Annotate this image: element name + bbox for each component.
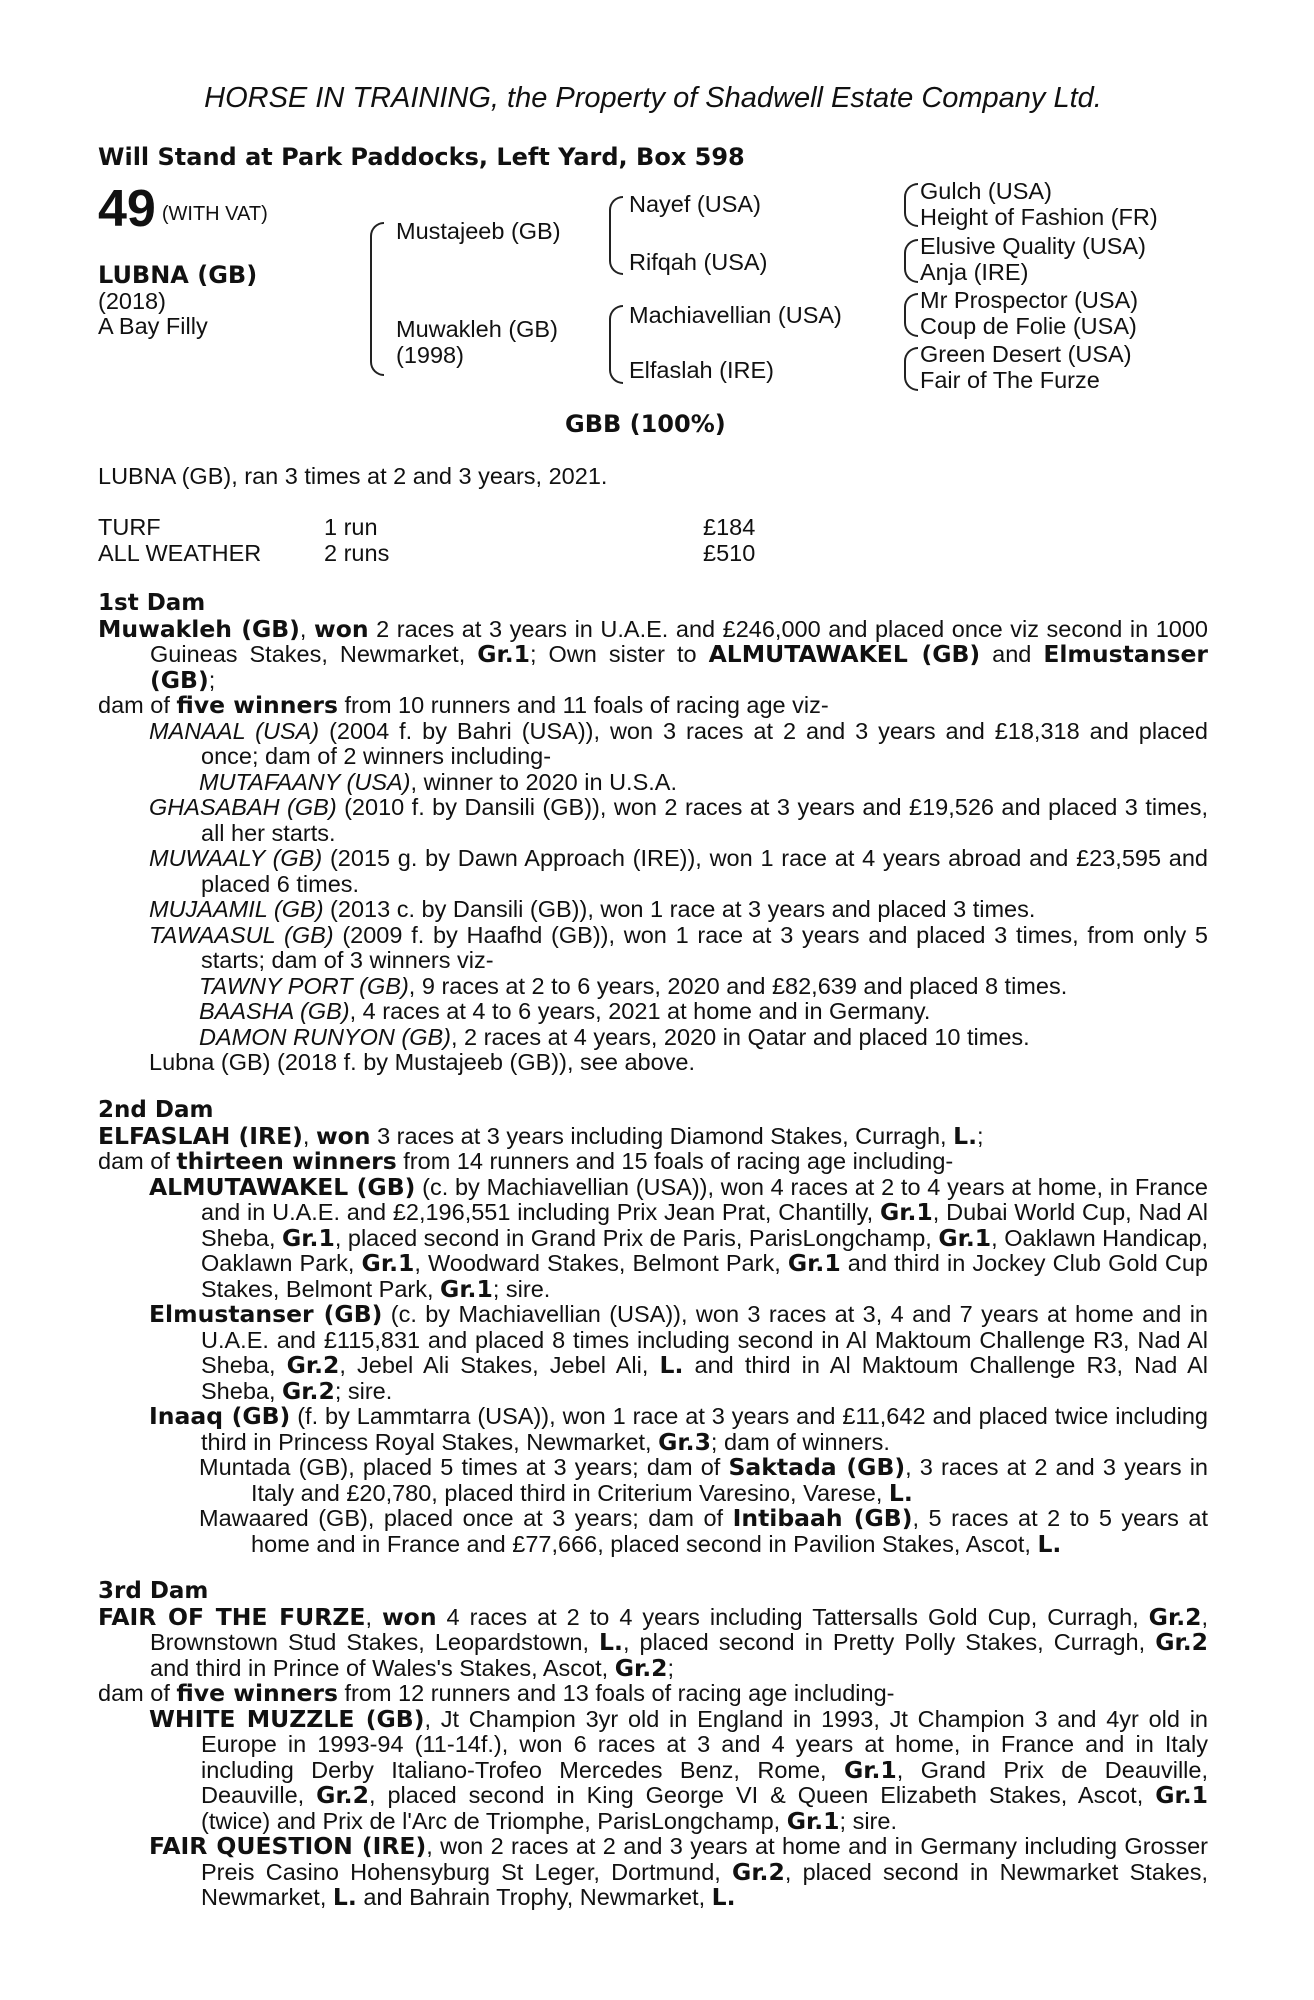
lot-number-value: 49: [98, 180, 156, 238]
entry-text: and Bahrain Trophy, Newmarket,: [356, 1884, 712, 1910]
horse-year: (2018): [98, 287, 166, 314]
grade-label: Gr.2: [1155, 1628, 1208, 1656]
entry-text: , won 2 races at 2 and 3 years at home and in Germany including Grosser Preis Casino Hohensyburg St Leger, Dortmund,: [201, 1833, 1209, 1885]
pedigree-dds: Green Desert (USA): [920, 341, 1132, 367]
grade-label: L.: [599, 1628, 623, 1656]
stand-location: Will Stand at Park Paddocks, Left Yard, Box 598: [98, 143, 745, 171]
page-header: HORSE IN TRAINING, the Property of Shadwell Estate Company Ltd.: [204, 82, 1102, 114]
entry-text: , Brownstown Stud Stakes, Leopardstown,: [150, 1603, 1209, 1655]
produce-entry: [98, 846, 1208, 897]
entry-text: , 5 races at 2 to 5 years at home and in France and £77,666, placed second in Pavilion Stakes, Ascot,: [251, 1505, 1208, 1557]
entry-text: 2 races at 3 years in U.A.E. and £246,000 and placed once viz second in 1000 Guineas Stakes, Newmarket,: [150, 615, 1208, 667]
produce-name: Intibaah (GB): [732, 1504, 913, 1532]
entry-text: , Jebel Ali Stakes, Jebel Ali,: [339, 1352, 660, 1378]
produce-name: GHASABAH (GB): [149, 794, 337, 820]
produce-name: BAASHA (GB): [199, 998, 350, 1024]
produce-entry: [98, 974, 1208, 1000]
grade-label: L.: [1037, 1529, 1062, 1558]
third-dam-section: [98, 1579, 1208, 1911]
grade-label: Gr.1: [282, 1223, 335, 1252]
produce-name: MUJAAMIL (GB): [149, 896, 324, 922]
second-dam-section: [98, 1098, 1208, 1557]
grade-label: L.: [953, 1121, 978, 1150]
produce-name: FAIR QUESTION (IRE): [149, 1832, 427, 1860]
entry-text: from 10 runners and 11 foals of racing age viz-: [337, 692, 829, 718]
horse-details: [98, 263, 257, 340]
pedigree-sss: Gulch (USA): [920, 178, 1052, 204]
first-dam-section: [98, 591, 1208, 1076]
produce-name: Elmustanser (GB): [149, 1300, 383, 1328]
winners-count: five winners: [176, 1679, 338, 1707]
entry-text: and: [980, 641, 1044, 667]
vat-note: (WITH VAT): [161, 203, 268, 225]
sibling-name: Elmustanser (GB): [150, 640, 1208, 694]
entry-text: , 2 races at 4 years, 2020 in Qatar and placed 10 times.: [450, 1023, 1030, 1050]
entry-text: , Jt Champion 3yr old in England in 1993, Jt Champion 3 and 4yr old in Europe in 1993-94 (11-14f.), won 6 races at 3 and 4 years at home, in France and in Italy including Derby Italiano-Trofeo Mercedes Benz, Rome,: [201, 1705, 1208, 1783]
entry-text: Lubna (GB) (2018 f. by Mustajeeb (GB)), see above.: [149, 1049, 695, 1075]
produce-entry: [98, 795, 1208, 846]
grade-label: Gr.1: [477, 640, 531, 668]
third-dam-entry: FAIR OF THE FURZE, won 4 races at 2 to 4 years including Tattersalls Gold Cup, Curragh, Gr.2, Brownstown Stud Stakes, Leopardstown, L., placed second in Pretty Polly Stakes, Curragh, Gr.2 and third in Prince of Wales's Stakes, Ascot, Gr.2;: [98, 1602, 1209, 1682]
grade-label: Gr.2: [282, 1376, 335, 1405]
pedigree-dam-year: (1998): [396, 342, 464, 368]
grade-label: Gr.1: [787, 1249, 841, 1277]
grade-label: L.: [711, 1883, 736, 1911]
pedigree-sire: Mustajeeb (GB): [396, 218, 561, 244]
produce-entry: [98, 897, 1208, 923]
pedigree-dam: Muwakleh (GB): [396, 316, 558, 342]
entry-text: , placed second in Grand Prix de Paris, ParisLongchamp,: [334, 1224, 939, 1251]
winners-count: thirteen winners: [176, 1147, 397, 1175]
pedigree-sire-dam: Rifqah (USA): [629, 249, 768, 275]
grade-label: L.: [659, 1351, 684, 1379]
won-label: won: [381, 1602, 437, 1631]
produce-name: MANAAL (USA): [149, 717, 320, 744]
winners-count: five winners: [176, 691, 338, 719]
entry-text: , 3 races at 2 and 3 years in Italy and £20,780, placed third in Criterium Varesino, Varese,: [251, 1454, 1209, 1506]
entry-text: and third in Al Maktoum Challenge R3, Nad Al Sheba,: [201, 1352, 1208, 1404]
grade-label: Gr.2: [286, 1351, 340, 1379]
produce-name: ALMUTAWAKEL (GB): [149, 1172, 416, 1201]
entry-text: , 4 races at 4 to 6 years, 2021 at home and in Germany.: [349, 998, 931, 1024]
entry-text: (c. by Machiavellian (USA)), won 3 races at 3, 4 and 7 years at home and in U.A.E. and £115,831 and placed 8 times including second in Al Maktoum Challenge R3, Nad Al Sheba,: [201, 1301, 1208, 1378]
entry-text: , 9 races at 2 to 6 years, 2020 and £82,639 and placed 8 times.: [408, 972, 1068, 999]
produce-name: TAWNY PORT (GB): [199, 972, 409, 999]
third-dam-heading: 3rd Dam: [98, 1578, 209, 1604]
brace-sd: [904, 239, 918, 283]
race-summary: LUBNA (GB), ran 3 times at 2 and 3 years, 2021.: [98, 463, 608, 489]
entry-text: ; Own sister to: [530, 641, 709, 667]
pedigree-ddd: Fair of The Furze: [920, 367, 1100, 393]
entry-text: ;: [667, 1654, 675, 1681]
entry-text: , Dubai World Cup, Nad Al Sheba,: [201, 1199, 1208, 1251]
entry-text: from 12 runners and 13 foals of racing age including-: [337, 1680, 895, 1706]
entry-text: , placed second in Newmarket Stakes, Newmarket,: [201, 1858, 1208, 1910]
produce-name: MUWAALY (GB): [149, 845, 323, 871]
produce-entry: [98, 923, 1208, 974]
produce-entry: [98, 1050, 1208, 1076]
grade-label: Gr.1: [361, 1249, 415, 1277]
won-label: won: [314, 614, 369, 643]
record-surface: TURF: [98, 514, 161, 540]
grade-label: L.: [888, 1478, 913, 1507]
entry-text: 4 races at 2 to 4 years including Tattersalls Gold Cup, Curragh,: [436, 1603, 1149, 1630]
entry-text: , Grand Prix de Deauville, Deauville,: [201, 1756, 1208, 1808]
entry-text: (f. by Lammtarra (USA)), won 1 race at 3 years and £11,642 and placed twice including third in Princess Royal Stakes, Newmarket,: [201, 1403, 1208, 1455]
sibling-name: ALMUTAWAKEL (GB): [708, 640, 981, 668]
pedigree-dsd: Coup de Folie (USA): [920, 313, 1137, 339]
pedigree-sire-sire: Nayef (USA): [629, 191, 761, 217]
produce-intro: [98, 1681, 1208, 1707]
first-dam-entry: Muwakleh (GB), won 2 races at 3 years in U.A.E. and £246,000 and placed once viz second in 1000 Guineas Stakes, Newmarket, Gr.1; Own sister to ALMUTAWAKEL (GB) and Elmustanser (GB);: [98, 614, 1208, 694]
grade-label: Gr.2: [1148, 1602, 1202, 1631]
first-dam-heading: 1st Dam: [98, 590, 206, 616]
produce-entry: [98, 1172, 1208, 1303]
entry-text: , winner to 2020 in U.S.A.: [410, 768, 677, 795]
record-prize: £184: [703, 514, 756, 540]
gbb-status: GBB (100%): [565, 410, 726, 438]
record-prize: £510: [703, 540, 756, 566]
grade-label: Gr.1: [938, 1223, 992, 1252]
pedigree-dam-dam: Elfaslah (IRE): [629, 357, 774, 383]
entry-text: dam of: [98, 1148, 177, 1174]
produce-intro: [98, 693, 1208, 719]
record-surface: ALL WEATHER: [98, 540, 262, 566]
produce-name: TAWAASUL (GB): [149, 921, 334, 948]
brace-ss: [904, 183, 918, 227]
entry-text: (2004 f. by Bahri (USA)), won 3 races at 2 and 3 years and £18,318 and placed once; dam of 2 winners including-: [201, 717, 1208, 769]
dam-name: FAIR OF THE FURZE: [98, 1602, 366, 1631]
entry-text: (twice) and Prix de l'Arc de Triomphe, ParisLongchamp,: [201, 1807, 787, 1834]
entry-text: 3 races at 3 years including Diamond Stakes, Curragh,: [370, 1122, 954, 1149]
entry-text: , placed second in Pretty Polly Stakes, Curragh,: [622, 1629, 1156, 1655]
produce-entry: [98, 999, 1208, 1025]
grade-label: Gr.2: [732, 1857, 785, 1886]
brace-dd: [904, 347, 918, 391]
dam-name: Muwakleh (GB): [98, 614, 300, 643]
produce-entry: [98, 1455, 1208, 1506]
brace-gen1: [370, 222, 384, 376]
entry-text: ; sire.: [492, 1275, 551, 1302]
pedigree-sdd: Anja (IRE): [920, 259, 1029, 285]
brace-dam: [609, 305, 623, 384]
dam-name: ELFASLAH (IRE): [98, 1121, 303, 1150]
record-runs: 2 runs: [324, 540, 390, 566]
produce-entry: [98, 1025, 1208, 1051]
pedigree-sds: Elusive Quality (USA): [920, 233, 1146, 259]
entry-text: Muntada (GB), placed 5 times at 3 years; dam of: [199, 1454, 729, 1480]
produce-entry: [98, 1404, 1208, 1455]
grade-label: Gr.3: [658, 1427, 711, 1456]
produce-entry: [98, 770, 1208, 796]
second-dam-heading: 2nd Dam: [98, 1097, 214, 1123]
brace-sire: [609, 196, 623, 275]
grade-label: Gr.1: [843, 1755, 897, 1784]
lot-number: [98, 180, 268, 238]
grade-label: Gr.1: [786, 1806, 840, 1835]
pedigree-dam-sire: Machiavellian (USA): [629, 302, 842, 328]
entry-text: ;: [208, 666, 216, 693]
produce-name: WHITE MUZZLE (GB): [149, 1704, 425, 1733]
pedigree-dss: Mr Prospector (USA): [920, 287, 1139, 313]
second-dam-entry: ELFASLAH (IRE), won 3 races at 3 years including Diamond Stakes, Curragh, L.;: [98, 1121, 984, 1150]
produce-entry: [98, 1506, 1208, 1557]
entry-text: , Woodward Stakes, Belmont Park,: [414, 1250, 788, 1276]
grade-label: Gr.2: [614, 1653, 668, 1682]
entry-text: (2013 c. by Dansili (GB)), won 1 race at 3 years and placed 3 times.: [323, 896, 1036, 922]
produce-name: MUTAFAANY (USA): [199, 768, 411, 795]
grade-label: Gr.2: [316, 1781, 369, 1809]
produce-name: Inaaq (GB): [149, 1402, 291, 1430]
entry-text: and third in Jockey Club Gold Cup Stakes, Belmont Park,: [201, 1250, 1208, 1302]
produce-name: DAMON RUNYON (GB): [199, 1023, 451, 1050]
entry-text: (2010 f. by Dansili (GB)), won 2 races at 3 years and £19,526 and placed 3 times, all her starts.: [201, 794, 1208, 846]
grade-label: Gr.1: [440, 1274, 493, 1303]
entry-text: ;: [977, 1122, 984, 1149]
grade-label: Gr.1: [879, 1198, 933, 1226]
produce-entry: [98, 1302, 1208, 1404]
entry-text: , placed second in King George VI & Queen Elizabeth Stakes, Ascot,: [368, 1782, 1156, 1808]
horse-name: LUBNA (GB): [98, 261, 258, 289]
entry-text: , Oaklawn Handicap, Oaklawn Park,: [201, 1224, 1208, 1276]
entry-text: and third in Prince of Wales's Stakes, Ascot,: [150, 1654, 615, 1681]
produce-entry: [98, 1834, 1208, 1911]
grade-label: Gr.1: [1155, 1781, 1208, 1809]
pedigree-ssd: Height of Fashion (FR): [920, 204, 1158, 230]
entry-text: Mawaared (GB), placed once at 3 years; dam of: [199, 1505, 733, 1531]
brace-ds: [904, 293, 918, 337]
won-label: won: [315, 1121, 371, 1150]
produce-entry: [98, 1704, 1208, 1835]
entry-text: dam of: [98, 692, 177, 718]
entry-text: ; dam of winners.: [710, 1428, 890, 1455]
entry-text: ; sire.: [839, 1807, 897, 1834]
grade-label: L.: [332, 1883, 357, 1911]
entry-text: (c. by Machiavellian (USA)), won 4 races at 2 to 4 years at home, in France and in U.A.E. and £2,196,551 including Prix Jean Prat, Chantilly,: [201, 1173, 1208, 1225]
entry-text: (2009 f. by Haafhd (GB)), won 1 race at 3 years and placed 3 times, from only 5 starts; dam of 3 winners viz-: [201, 921, 1209, 973]
horse-description: A Bay Filly: [98, 313, 208, 339]
produce-name: Saktada (GB): [728, 1453, 906, 1481]
entry-text: from 14 runners and 15 foals of racing age including-: [396, 1148, 954, 1174]
record-runs: 1 run: [324, 514, 378, 540]
produce-entry: [98, 719, 1208, 770]
produce-intro: [98, 1149, 1208, 1175]
entry-text: dam of: [98, 1680, 177, 1706]
entry-text: ; sire.: [334, 1377, 393, 1404]
entry-text: (2015 g. by Dawn Approach (IRE)), won 1 race at 4 years abroad and £23,595 and placed 6 times.: [201, 845, 1208, 897]
